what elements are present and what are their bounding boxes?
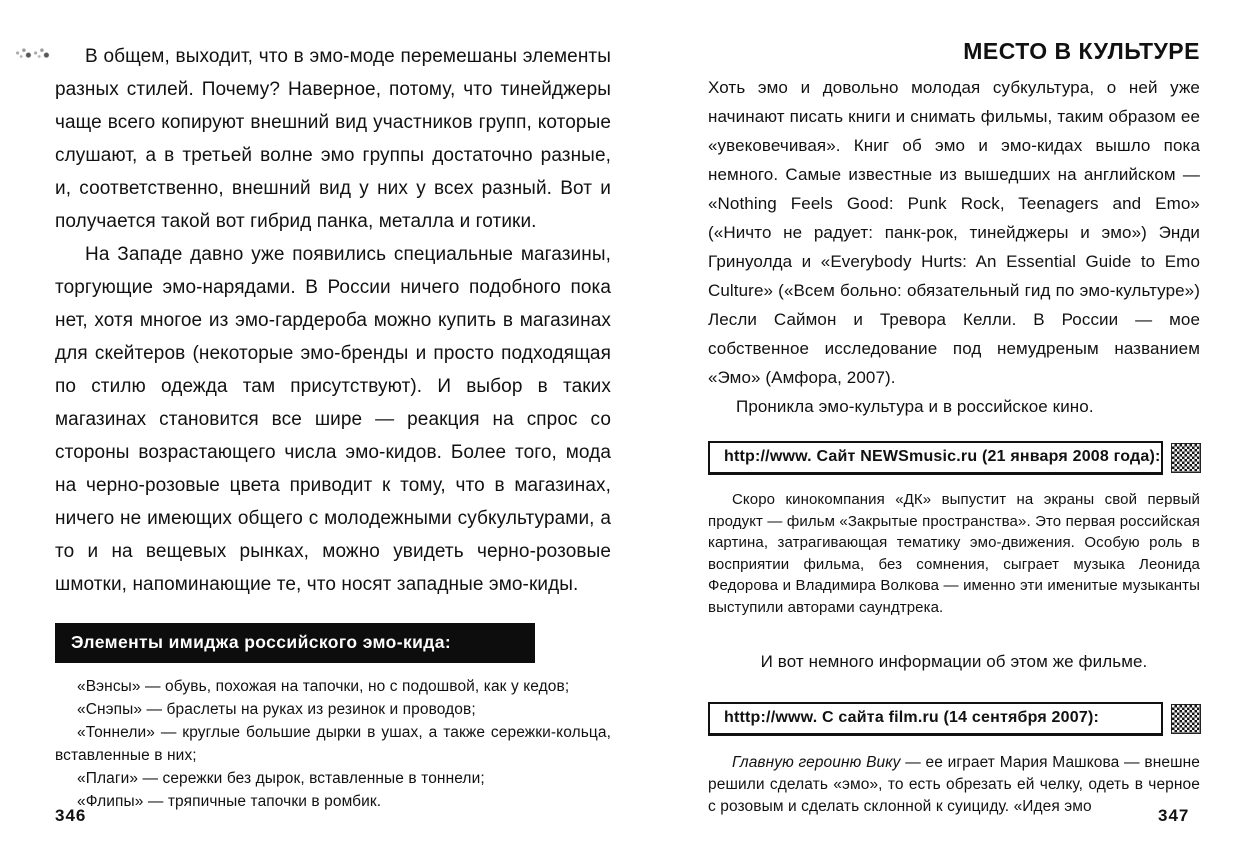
list-item: «Флипы» — тряпичные тапочки в ромбик. (77, 793, 382, 810)
list-item: «Плаги» — сережки без дырок, вставленные в тоннели; (77, 770, 485, 787)
source-url-box: htttp://www. С сайта film.ru (14 сентября 2007): (708, 702, 1163, 736)
quote-italic-lead: Главную героиню Вику (732, 754, 901, 771)
page-number: 347 (1158, 806, 1190, 825)
body-paragraph: На Западе давно уже появились специальные магазины, торгующие эмо-нарядами. В России ничего подобного пока нет, хотя многое из эмо-гардероба можно купить в магазинах для скейтеров (некоторые эмо-бренды и просто подходящая по стилю одежда там присутствуют). И выбор в таких магазинах становится все шире — реакция на спрос со стороны возрастающего числа эмо-кидов. Более того, мода на черно-розовые цвета приводит к тому, что в магазинах, ничего не имеющих общего с молодежными субкультурами, а то и на вещевых рынках, можно увидеть черно-розовые шмотки, напоминающие те, что носят западные эмо-киды. (55, 244, 611, 595)
section-header-bar: Элементы имиджа российского эмо-кида: (55, 623, 535, 663)
body-paragraph: В общем, выходит, что в эмо-моде перемешаны элементы разных стилей. Почему? Наверное, потому, что тинейджеры чаще всего копируют внешний вид участников групп, которые слушают, а в третьей волне эмо группы достаточно разные, и, соответственно, внешний вид у них у всех разный. Вот и получается такой вот гибрид панка, металла и готики. (55, 46, 611, 232)
halftone-stamp-icon (1172, 705, 1200, 733)
source-reference-row (708, 702, 1200, 736)
right-page (708, 0, 1200, 818)
left-page (55, 0, 611, 813)
body-paragraph: Проникла эмо-культура и в российское кино. (736, 397, 1094, 416)
transition-sentence: И вот немного информации об этом же фильме. (760, 652, 1148, 671)
scan-smudge-artifact (14, 46, 52, 62)
quote-rest: — ее играет Мария Машкова — внешне решили сделать «эмо», то есть обрезать ей челку, одеть в черное с розовым и сделать склонной к суициду. «Идея эмо (708, 754, 1200, 815)
chapter-title: МЕСТО В КУЛЬТУРЕ (963, 38, 1200, 64)
quoted-article-paragraph: Скоро кинокомпания «ДК» выпустит на экраны свой первый продукт — фильм «Закрытые пространства». Это первая российская картина, затрагивающая тематику эмо-движения. Особую роль в восприятии фильма, без сомнения, сыграет музыка Леонида Федорова и Владимира Волкова — именно эти именитые музыканты выступили авторами саундтрека. (708, 491, 1200, 616)
quoted-article-paragraph (708, 752, 1200, 818)
source-reference-row (708, 441, 1200, 475)
list-item: «Снэпы» — браслеты на руках из резинок и проводов; (77, 701, 476, 718)
page-number: 346 (55, 806, 87, 825)
body-paragraph: Хоть эмо и довольно молодая субкультура, о ней уже начинают писать книги и снимать фильмы, таким образом ее «увековечивая». Книг об эмо и эмо-кидах вышло пока немного. Самые известные из вышедших на английском — «Nothing Feels Good: Punk Rock, Teenagers and Emo» («Ничто не радует: панк-рок, тинейджеры и эмо») Энди Гринуолда и «Everybody Hurts: An Essential Guide to Emo Culture» («Всем больно: обязательный гид по эмо-культуре») Лесли Саймон и Тревора Келли. В России — мое собственное исследование под немудреным названием «Эмо» (Амфора, 2007). (708, 78, 1200, 387)
source-url-box: http://www. Сайт NEWSmusic.ru (21 января 2008 года): (708, 441, 1163, 475)
list-item: «Вэнсы» — обувь, похожая на тапочки, но с подошвой, как у кедов; (77, 678, 570, 695)
halftone-stamp-icon (1172, 444, 1200, 472)
list-item: «Тоннели» — круглые большие дырки в ушах, а также сережки-кольца, вставленные в них; (55, 724, 611, 764)
image-elements-list (55, 675, 611, 813)
